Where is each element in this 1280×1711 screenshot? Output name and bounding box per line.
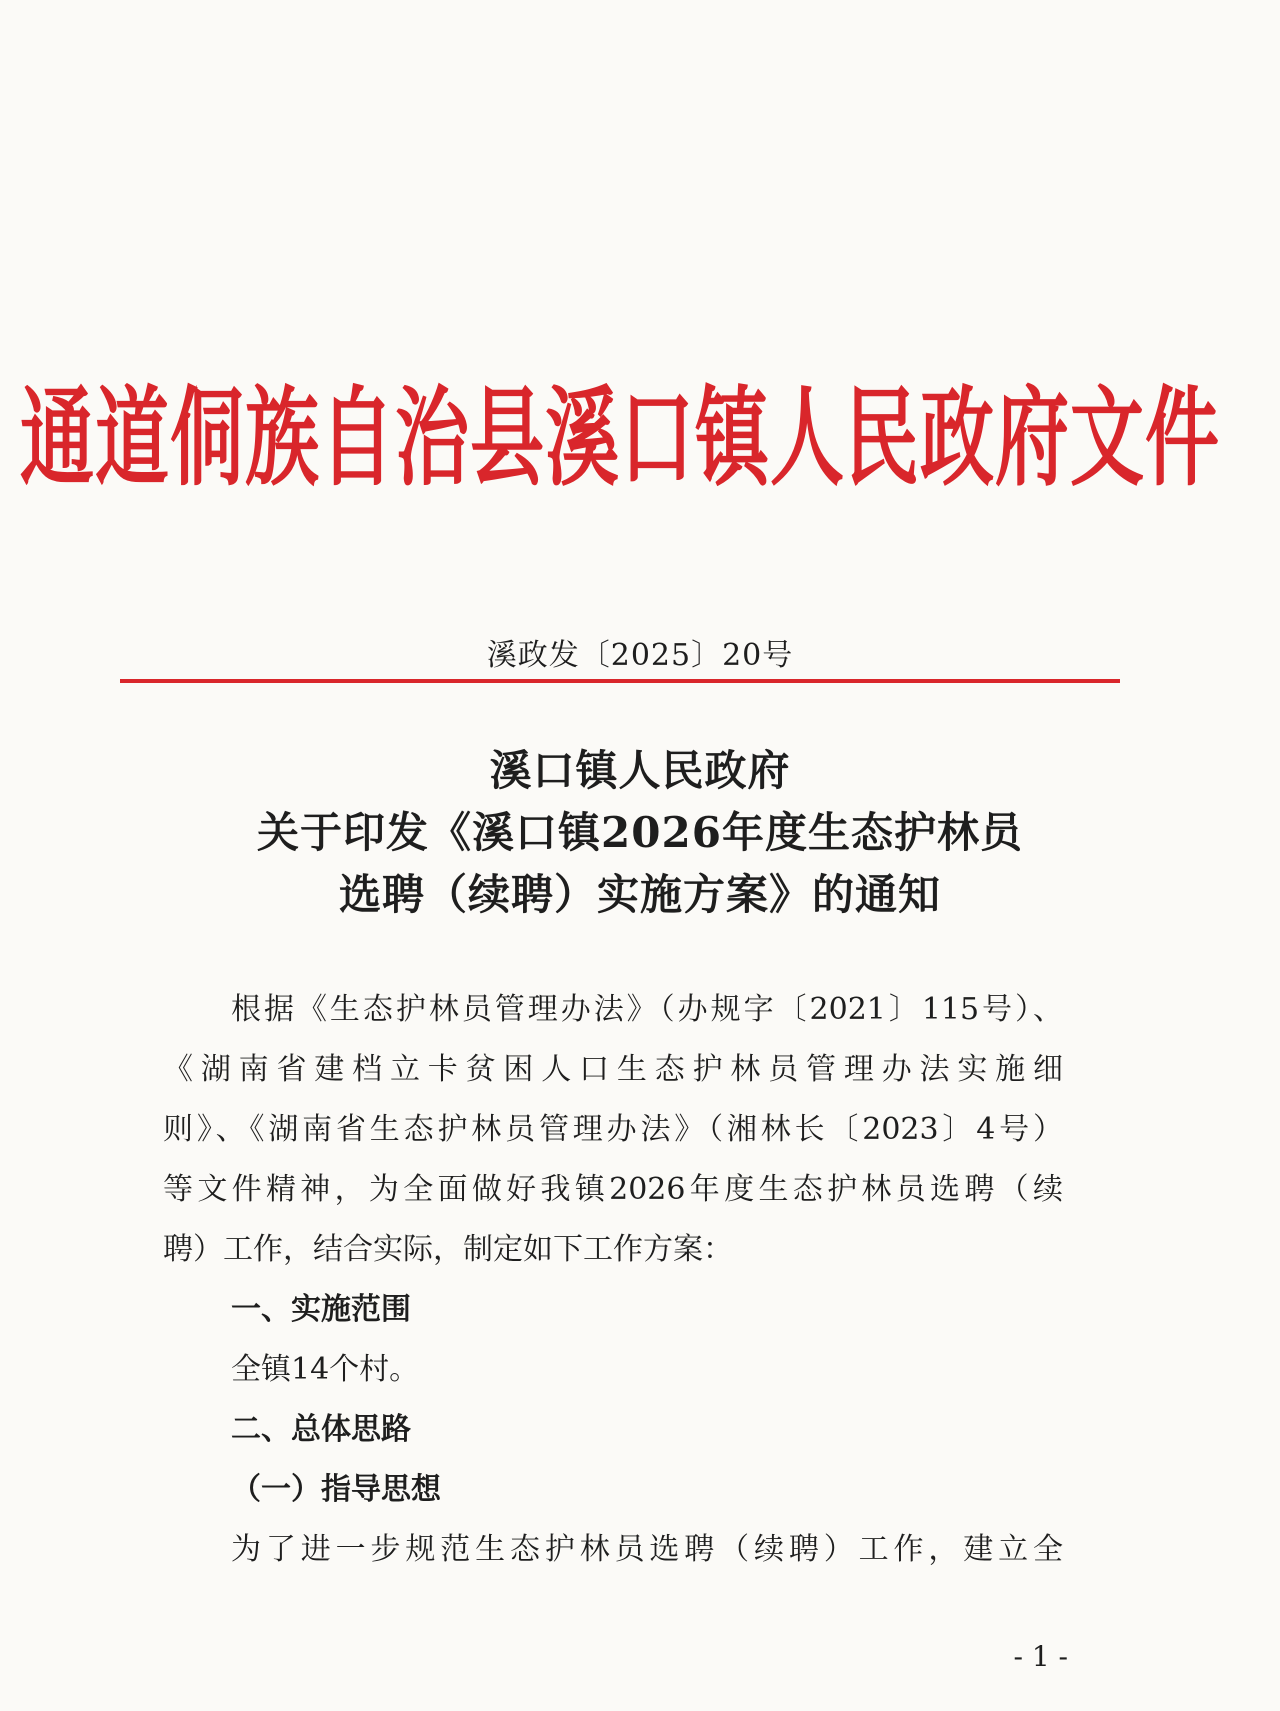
title-line-1: 溪口镇人民政府: [489, 746, 791, 795]
masthead: [20, 370, 1220, 502]
paragraph-line: 根据《生态护林员管理办法》（办规字〔2021〕115号）、: [231, 992, 1063, 1027]
paragraph-line: 则》、《湖南省生态护林员管理办法》（湘林长〔2023〕4号）: [163, 1112, 1063, 1147]
paragraph-line: 全镇14个村。: [231, 1352, 420, 1387]
paragraph-line: 《湖南省建档立卡贫困人口生态护林员管理办法实施细: [163, 1052, 1063, 1087]
section-heading: 一、实施范围: [231, 1292, 411, 1327]
document-number: 溪政发〔2025〕20号: [486, 638, 794, 673]
subsection-heading: （一）指导思想: [231, 1472, 441, 1507]
page-number: - 1 -: [1013, 1640, 1068, 1673]
masthead-text: 通道侗族自治县溪口镇人民政府文件: [20, 376, 1220, 502]
paragraph-line: 聘）工作，结合实际，制定如下工作方案：: [163, 1232, 733, 1267]
title-line-2: 关于印发《溪口镇2026年度生态护林员: [257, 808, 1023, 857]
paragraph-line: 等文件精神，为全面做好我镇2026年度生态护林员选聘（续: [163, 1172, 1063, 1207]
red-divider-line: [120, 679, 1120, 683]
paragraph-line: 为了进一步规范生态护林员选聘（续聘）工作，建立全: [231, 1532, 1063, 1567]
title-line-3: 选聘（续聘）实施方案》的通知: [338, 870, 941, 919]
section-heading: 二、总体思路: [231, 1412, 411, 1447]
